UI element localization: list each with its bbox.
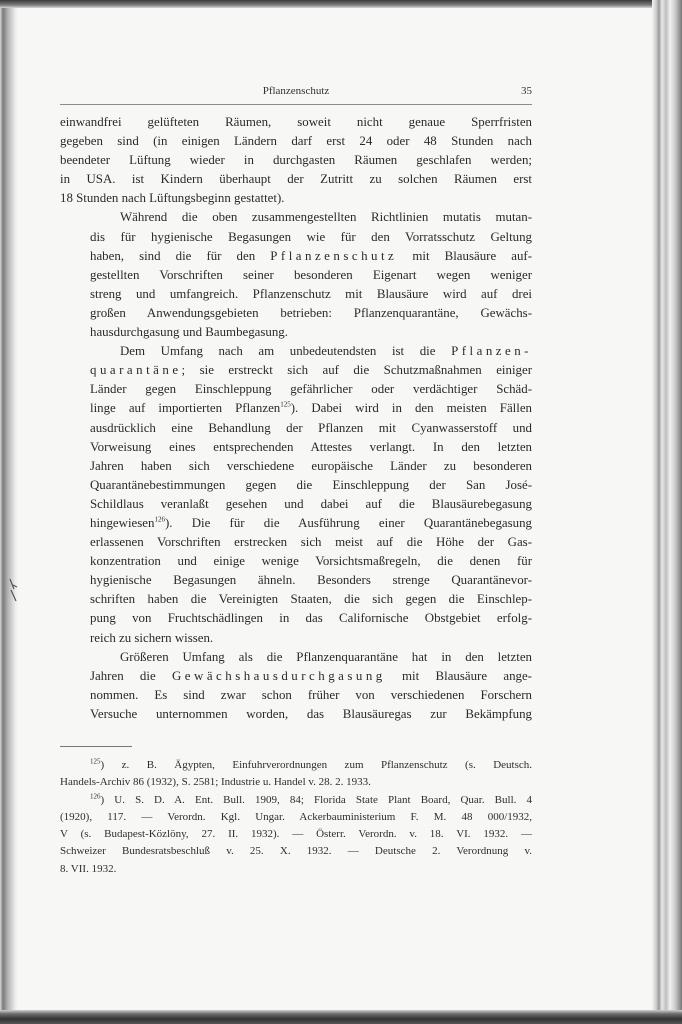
text-line: 18 Stunden nach Lüftungsbeginn gestattet). xyxy=(60,191,285,206)
footnote-126 xyxy=(60,792,532,878)
footnote-line: (1920), 117. — Verordn. Kgl. Ungar. Ackerbauministerium F. M. 48 000/1932, xyxy=(60,810,532,823)
text-line-composite xyxy=(60,361,532,380)
scan-bottom-border xyxy=(0,1010,682,1024)
footnote-ref[interactable]: 126 xyxy=(154,515,165,524)
text-line-composite xyxy=(60,342,532,361)
margin-pencil-mark xyxy=(8,575,20,605)
footnotes xyxy=(60,757,532,878)
text-line: streng und umfangreich. Pflanzenschutz mit Blausäure wird auf drei xyxy=(90,286,532,301)
header-rule xyxy=(60,104,532,105)
paragraph-2 xyxy=(60,208,532,342)
text-line: einwandfrei gelüfteten Räumen, soweit nicht genaue Sperrfristen xyxy=(60,115,532,129)
text-line-composite xyxy=(60,247,532,266)
text-line: dis für hygienische Begasungen wie für den Vorratsschutz Geltung xyxy=(90,229,532,244)
paragraph-4 xyxy=(60,648,532,724)
footnote-marker: 125 xyxy=(90,757,101,766)
text-fragment: mit Blausäure ange- xyxy=(402,668,532,683)
page-number: 35 xyxy=(521,85,532,97)
text-fragment: ; sie erstreckt sich auf die Schutzmaßnahmen einiger xyxy=(181,363,532,378)
text-fragment: linge auf importierten Pflanzen xyxy=(90,401,281,416)
text-line: konzentration und einige wenige Vorsichtsmaßregeln, die denen für xyxy=(90,554,532,569)
paragraph-1 xyxy=(60,113,532,208)
text-line: beendeter Lüftung wieder in durchgasten Räumen geschlafen werden; xyxy=(60,153,532,168)
text-line: reich zu sichern wissen. xyxy=(90,630,214,645)
footnote-rule xyxy=(60,746,132,747)
text-fragment: Dem Umfang nach am unbedeutendsten ist die xyxy=(120,344,436,359)
running-title: Pflanzenschutz xyxy=(262,85,330,97)
text-line: schriften haben die Vereinigten Staaten, die sich gegen die Einschlep- xyxy=(90,592,532,607)
footnote-line: Schweizer Bundesratsbeschluß v. 25. X. 1932. — Deutsche 2. Verordnung v. xyxy=(60,845,532,858)
text-line: Größeren Umfang als die Pflanzenquarantäne hat in den letzten xyxy=(120,649,532,664)
footnote-line: 8. VII. 1932. xyxy=(60,862,117,875)
body-text xyxy=(60,113,532,724)
text-fragment: haben, sind die für den xyxy=(90,248,256,263)
text-fragment: ). Dabei wird in den meisten Fällen xyxy=(290,401,533,416)
text-line: nommen. Es sind zwar schon früher von verschiedenen Forschern xyxy=(90,687,532,702)
spaced-term: Pflanzen- xyxy=(451,344,532,359)
text-line: hausdurchgasung und Baumbegasung. xyxy=(90,325,288,340)
text-fragment: ) z. B. Ägypten, Einfuhrverordnungen zum Pflanzenschutz (s. Deutsch. xyxy=(100,759,532,771)
text-line: gegeben sind (in einigen Ländern darf erst 24 oder 48 Stunden nach xyxy=(60,134,532,149)
footnote-line: Handels-Archiv 86 (1932), S. 2581; Industrie u. Handel v. 28. 2. 1933. xyxy=(60,776,371,789)
text-line: erlassenen Vorschriften erstrecken sich meist auf die Höhe der Gas- xyxy=(90,535,532,550)
text-line: Während die oben zusammengestellten Richtlinien mutatis mutan- xyxy=(120,210,532,225)
text-line: Länder gegen Einschleppung gefährlicher oder verdächtiger Schäd- xyxy=(90,382,532,397)
text-line-composite xyxy=(60,514,532,533)
text-line: pung von Fruchtschädlingen in das Californische Obstgebiet erfolg- xyxy=(90,611,532,626)
footnote-ref[interactable]: 125 xyxy=(280,401,291,410)
footnote-125 xyxy=(60,757,532,792)
spaced-term: Pflanzenschutz xyxy=(270,248,398,263)
text-fragment: mit Blausäure auf- xyxy=(412,248,532,263)
text-line: Quarantänebestimmungen gegen die Einschleppung der San José- xyxy=(90,477,532,492)
page-header xyxy=(60,85,532,103)
footnote-marker: 126 xyxy=(90,791,101,800)
text-fragment: ). Die für die Ausführung einer Quarantänebegasung xyxy=(164,515,532,530)
text-line-composite xyxy=(60,399,532,418)
spaced-term: Gewächshausdurchgasung xyxy=(171,668,386,683)
text-line: in USA. ist Kindern überhaupt der Zutritt zu solchen Räumen erst xyxy=(60,172,532,187)
book-page-edges xyxy=(652,0,682,1024)
text-fragment: hingewiesen xyxy=(90,515,155,530)
text-line: großen Anwendungsgebieten betrieben: Pflanzenquarantäne, Gewächs- xyxy=(90,305,532,320)
text-line: Jahren haben sich verschiedene europäische Länder zu besonderen xyxy=(90,458,532,473)
scan-top-border xyxy=(0,0,682,8)
text-fragment: ) U. S. D. A. Ent. Bull. 1909, 84; Florida State Plant Board, Quar. Bull. 4 xyxy=(100,793,532,806)
text-line: ausdrücklich eine Behandlung der Pflanzen mit Cyanwasserstoff und xyxy=(90,420,532,435)
footnote-line: V (s. Budapest-Közlöny, 27. II. 1932). — Österr. Verordn. v. 18. VI. 1932. — xyxy=(60,828,532,841)
paragraph-3 xyxy=(60,342,532,648)
text-line: Versuche unternommen worden, das Blausäuregas zur Bekämpfung xyxy=(90,706,532,721)
text-fragment: Jahren die xyxy=(90,668,156,683)
footnote-line-composite xyxy=(60,757,532,774)
spaced-term: quarantäne xyxy=(90,363,182,378)
text-line: Vorweisung eines entsprechenden Attestes verlangt. In den letzten xyxy=(90,439,532,454)
text-line-composite xyxy=(60,667,532,686)
text-line: hygienische Begasungen ähneln. Besonders strenge Quarantänevor- xyxy=(90,573,532,588)
text-line: Schildlaus veranlaßt gesehen und dabei auf die Blausäurebegasung xyxy=(90,496,532,511)
text-line: gestellten Vorschriften seiner besonderen Eigenart wegen weniger xyxy=(90,267,532,282)
footnote-line-composite xyxy=(60,792,532,809)
